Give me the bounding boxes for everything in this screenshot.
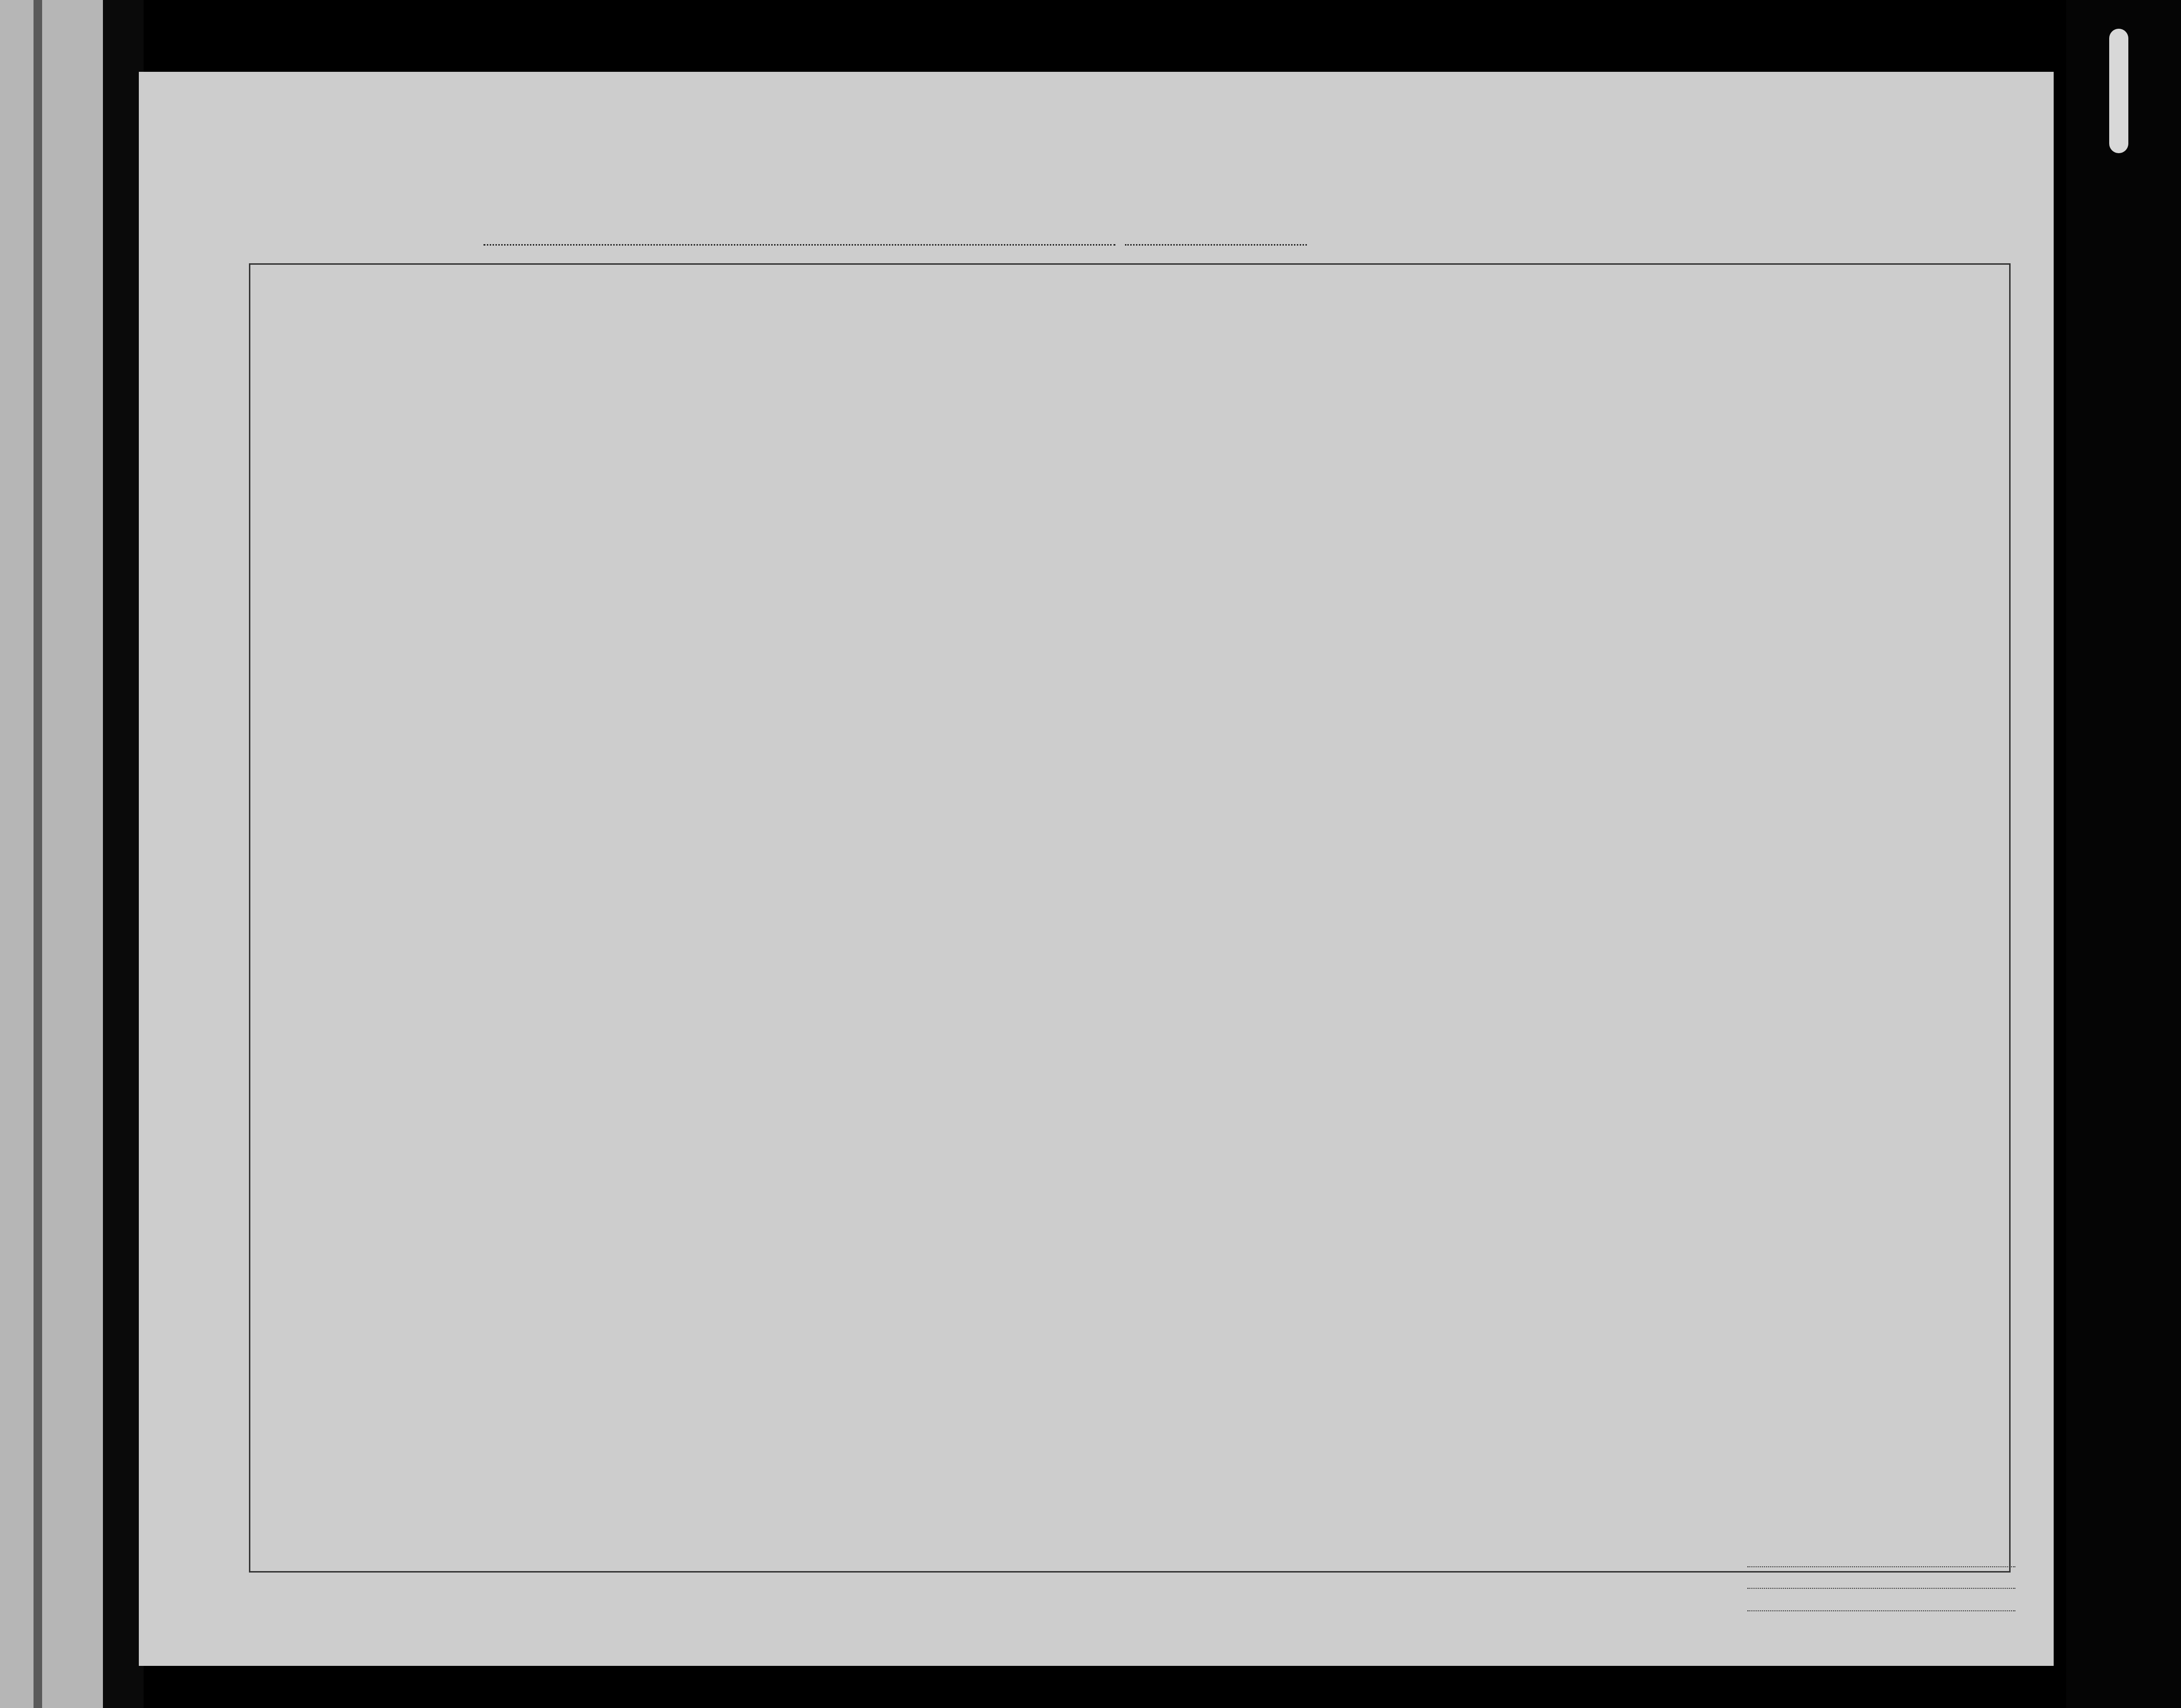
binding-shadow — [103, 0, 144, 1708]
owners-rule — [1747, 1588, 2015, 1589]
agents-rule — [1747, 1610, 2015, 1611]
date-line — [1125, 244, 1307, 246]
manifest-page — [139, 72, 2054, 1666]
left-page-strip — [34, 0, 42, 1708]
right-page-curl — [2109, 29, 2128, 153]
port-line — [483, 244, 1115, 246]
line-rule — [1747, 1566, 2015, 1567]
left-page-edge — [0, 0, 103, 1708]
manifest-table — [249, 263, 2011, 1573]
right-scan-border — [2066, 0, 2181, 1708]
